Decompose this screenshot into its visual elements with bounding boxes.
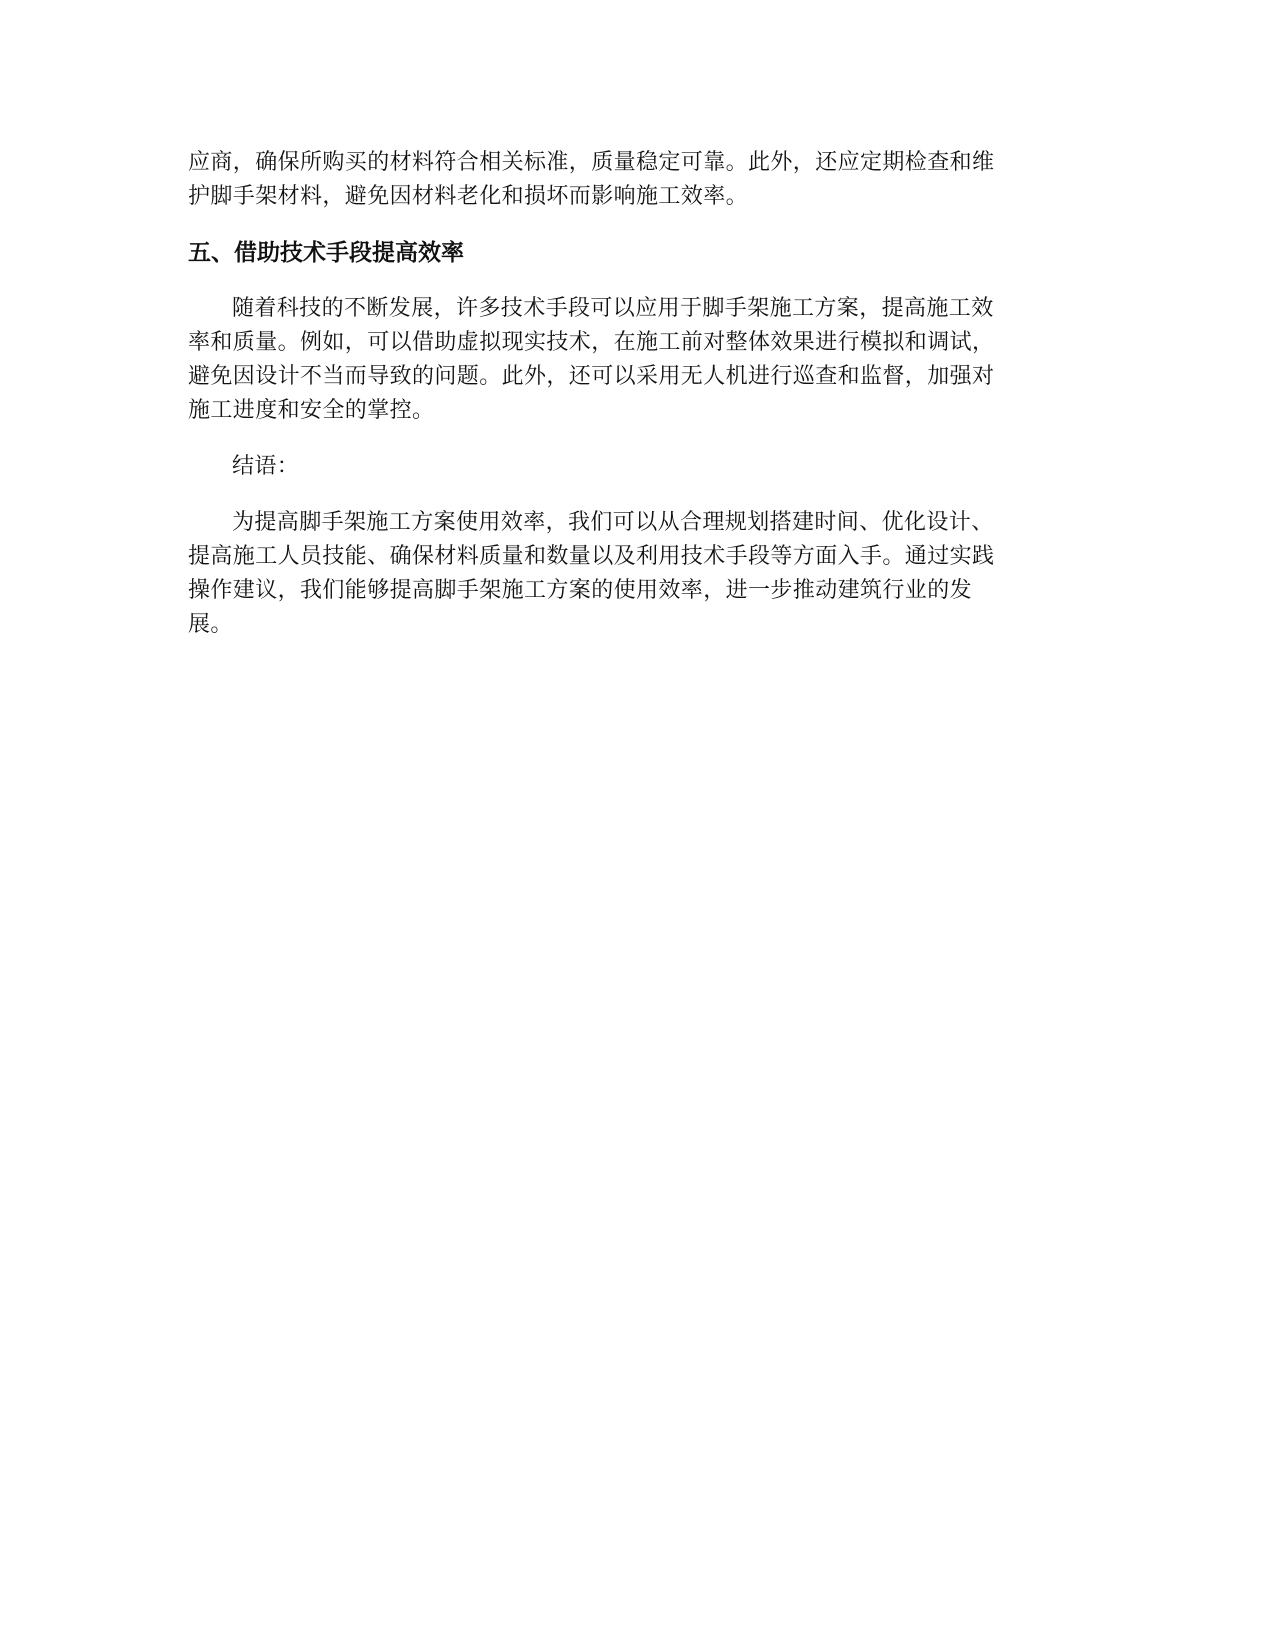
continuation-paragraph	[188, 146, 1088, 214]
paragraph-line: 为提高脚手架施工方案使用效率，我们可以从合理规划搭建时间、优化设计、	[232, 510, 994, 535]
paragraph-line: 护脚手架材料，避免因材料老化和损坏而影响施工效率。	[188, 184, 749, 209]
paragraph-line: 避免因设计不当而导致的问题。此外，还可以采用无人机进行巡查和监督，加强对	[188, 364, 995, 389]
paragraph-line: 率和质量。例如，可以借助虚拟现实技术，在施工前对整体效果进行模拟和调试，	[188, 330, 995, 355]
section-paragraph	[188, 292, 1088, 428]
paragraph-line: 操作建议，我们能够提高脚手架施工方案的使用效率，进一步推动建筑行业的发	[188, 578, 973, 603]
conclusion-label: 结语：	[232, 454, 300, 479]
conclusion-label-paragraph	[188, 450, 1088, 484]
conclusion-paragraph	[188, 506, 1088, 642]
paragraph-line: 应商，确保所购买的材料符合相关标准，质量稳定可靠。此外，还应定期检查和维	[188, 150, 995, 175]
paragraph-line: 展。	[188, 612, 233, 637]
document-body	[188, 146, 1088, 664]
paragraph-line: 施工进度和安全的掌控。	[188, 398, 435, 423]
section-heading: 五、借助技术手段提高效率	[188, 240, 464, 266]
paragraph-line: 提高施工人员技能、确保材料质量和数量以及利用技术手段等方面入手。通过实践	[188, 544, 995, 569]
paragraph-line: 随着科技的不断发展，许多技术手段可以应用于脚手架施工方案，提高施工效	[232, 296, 994, 321]
